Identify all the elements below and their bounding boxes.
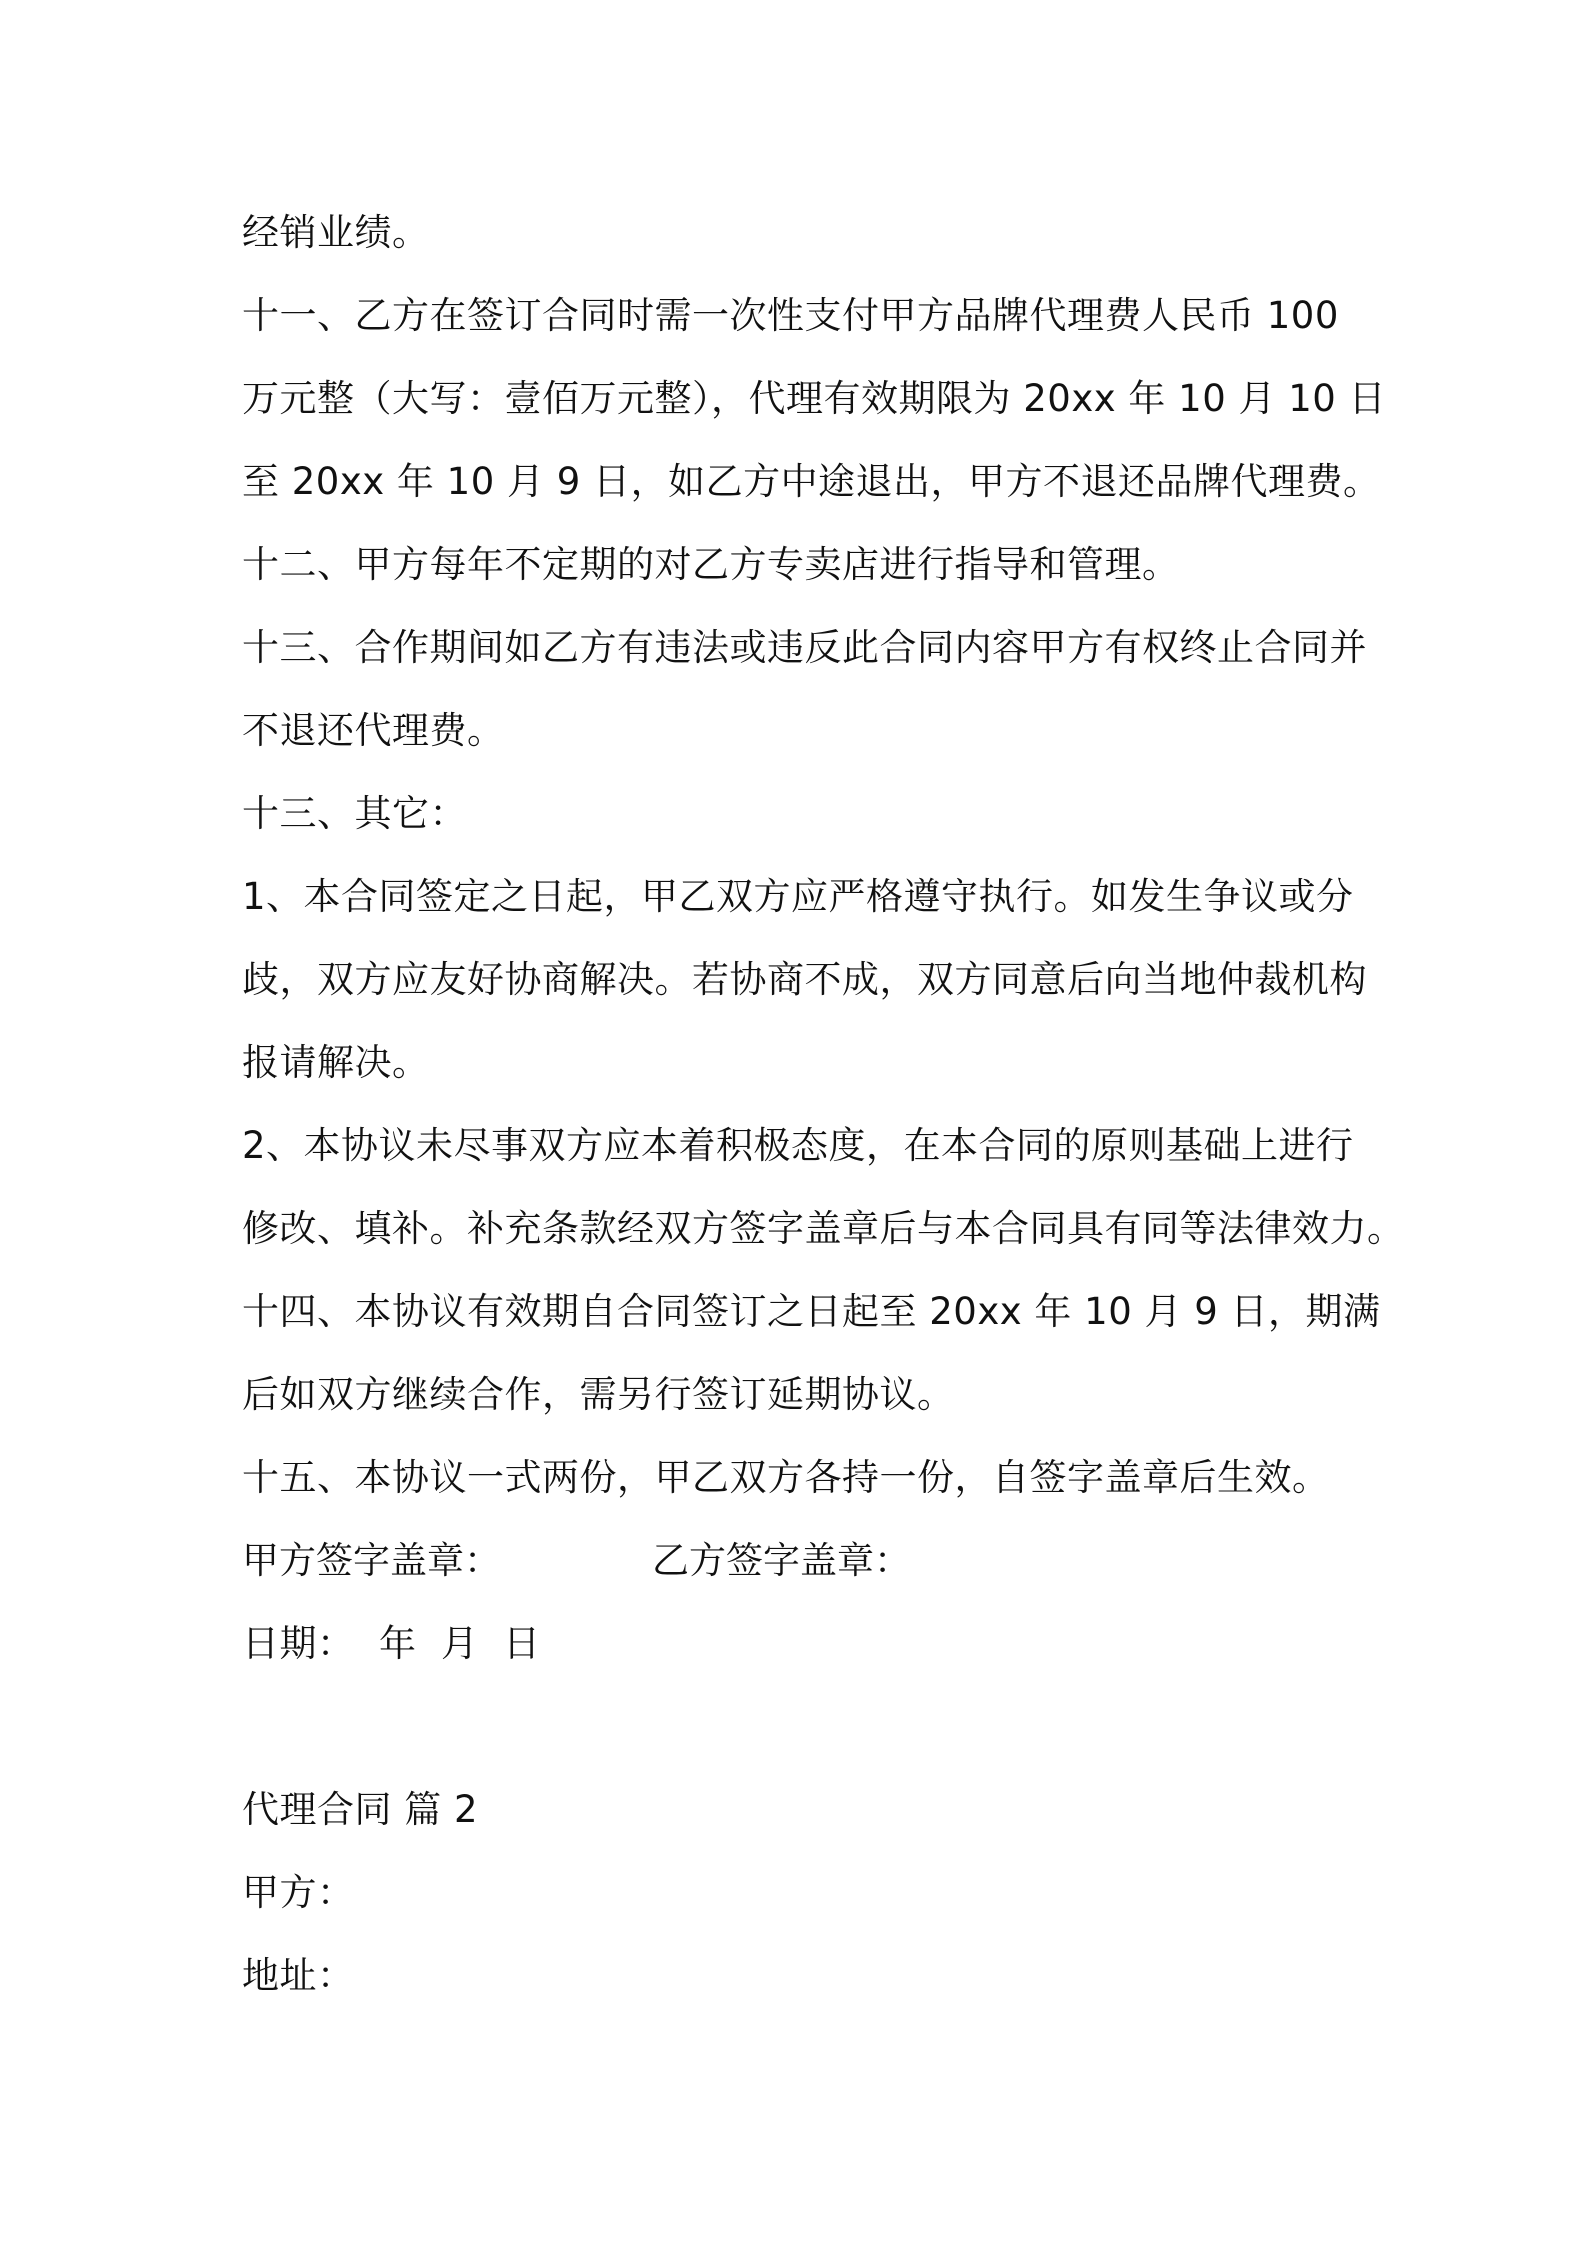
- text-line: 不退还代理费。: [242, 709, 505, 752]
- text-line: 十三、合作期间如乙方有违法或违反此合同内容甲方有权终止合同并: [242, 626, 1367, 669]
- text-line: 十一、乙方在签订合同时需一次性支付甲方品牌代理费人民币 100: [242, 294, 1339, 337]
- text-line: 歧，双方应友好协商解决。若协商不成，双方同意后向当地仲裁机构: [242, 958, 1367, 1001]
- text-line: 十五、本协议一式两份，甲乙双方各持一份，自签字盖章后生效。: [242, 1456, 1330, 1499]
- party-a-signature-label: 甲方签字盖章：: [242, 1539, 501, 1582]
- text-line: 1、本合同签定之日起，甲乙双方应严格遵守执行。如发生争议或分: [242, 875, 1354, 918]
- signature-row: [242, 1536, 911, 1586]
- text-line: 2、本协议未尽事双方应本着积极态度，在本合同的原则基础上进行: [242, 1124, 1354, 1167]
- address-label: 地址：: [242, 1954, 355, 1997]
- text-line: 报请解决。: [242, 1041, 430, 1084]
- text-line: 修改、填补。补充条款经双方签字盖章后与本合同具有同等法律效力。: [242, 1207, 1405, 1250]
- text-line: 经销业绩。: [242, 211, 430, 254]
- date-line: 日期： 年 月 日: [242, 1622, 541, 1665]
- section-title: 代理合同 篇 2: [242, 1788, 479, 1831]
- text-line: 十四、本协议有效期自合同签订之日起至 20xx 年 10 月 9 日，期满: [242, 1290, 1381, 1333]
- text-line: 后如双方继续合作，需另行签订延期协议。: [242, 1373, 955, 1416]
- party-a-label: 甲方：: [242, 1871, 355, 1914]
- text-line: 十三、其它：: [242, 792, 467, 835]
- text-line: 十二、甲方每年不定期的对乙方专卖店进行指导和管理。: [242, 543, 1180, 586]
- text-line: 至 20xx 年 10 月 9 日，如乙方中途退出，甲方不退还品牌代理费。: [242, 460, 1381, 503]
- text-line: 万元整（大写：壹佰万元整），代理有效期限为 20xx 年 10 月 10 日: [242, 377, 1387, 420]
- party-b-signature-label: 乙方签字盖章：: [652, 1539, 911, 1582]
